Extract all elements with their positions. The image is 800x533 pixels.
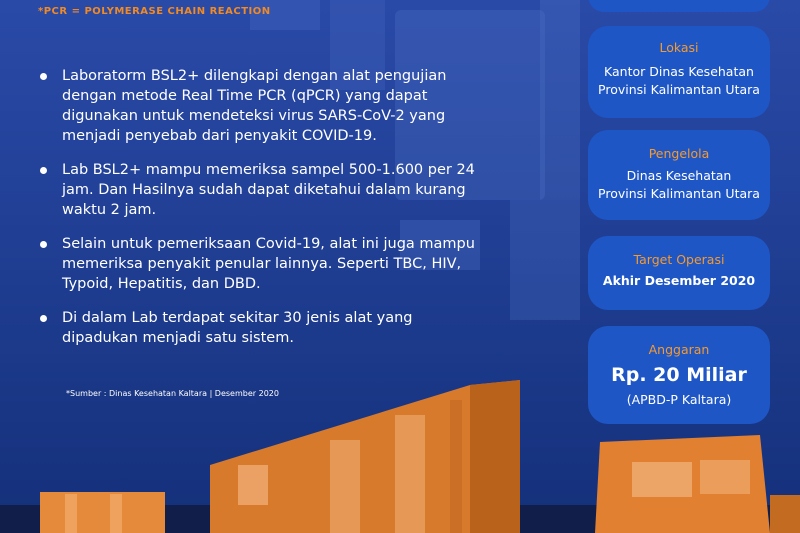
info-panel-anggaran bbox=[588, 326, 770, 424]
panel-value: Rp. 20 Miliar bbox=[611, 364, 747, 386]
bullet-item bbox=[40, 160, 480, 220]
panel-title: Lokasi bbox=[659, 40, 699, 55]
panel-title: Target Operasi bbox=[633, 252, 725, 267]
bullet-dot-icon bbox=[40, 73, 47, 80]
bullet-item bbox=[40, 308, 480, 348]
panel-line: Kantor Dinas Kesehatan bbox=[604, 64, 754, 79]
bullet-list bbox=[40, 66, 480, 362]
pcr-footnote: *PCR = POLYMERASE CHAIN REACTION bbox=[38, 6, 271, 17]
bullet-item bbox=[40, 234, 480, 294]
small-container bbox=[40, 492, 165, 533]
panel-note: (APBD-P Kaltara) bbox=[626, 392, 732, 407]
info-panel-lokasi bbox=[588, 26, 770, 118]
panel-title: Anggaran bbox=[648, 342, 710, 357]
panel-title: Pengelola bbox=[648, 146, 710, 161]
bullet-text: Di dalam Lab terdapat sekitar 30 jenis alat yang dipadukan menjadi satu sistem. bbox=[62, 310, 413, 346]
info-panel-target bbox=[588, 236, 770, 310]
bullet-text: Lab BSL2+ mampu memeriksa sampel 500-1.600 per 24 jam. Dan Hasilnya sudah dapat diketahui dalam kurang waktu 2 jam. bbox=[62, 162, 475, 218]
panel-value: Akhir Desember 2020 bbox=[602, 273, 756, 288]
bullet-text: Laboratorm BSL2+ dilengkapi dengan alat pengujian dengan metode Real Time PCR (qPCR) yang dapat digunakan untuk mendeteksi virus SARS-CoV-2 yang menjadi penyebab dari penyakit COVID-19. bbox=[62, 68, 447, 144]
panel-line: Provinsi Kalimantan Utara bbox=[598, 82, 760, 97]
bullet-dot-icon bbox=[40, 241, 47, 248]
info-panel-top bbox=[588, 0, 770, 12]
bullet-dot-icon bbox=[40, 167, 47, 174]
bullet-dot-icon bbox=[40, 315, 47, 322]
info-panel-pengelola bbox=[588, 130, 770, 220]
source-note: *Sumber : Dinas Kesehatan Kaltara | Desember 2020 bbox=[66, 389, 279, 398]
panel-line: Dinas Kesehatan bbox=[626, 168, 732, 183]
bullet-item bbox=[40, 66, 480, 146]
panel-line: Provinsi Kalimantan Utara bbox=[598, 186, 760, 201]
bullet-text: Selain untuk pemeriksaan Covid-19, alat ini juga mampu memeriksa penyakit penular lainnya. Seperti TBC, HIV, Typoid, Hepatitis, dan DBD. bbox=[62, 236, 475, 292]
